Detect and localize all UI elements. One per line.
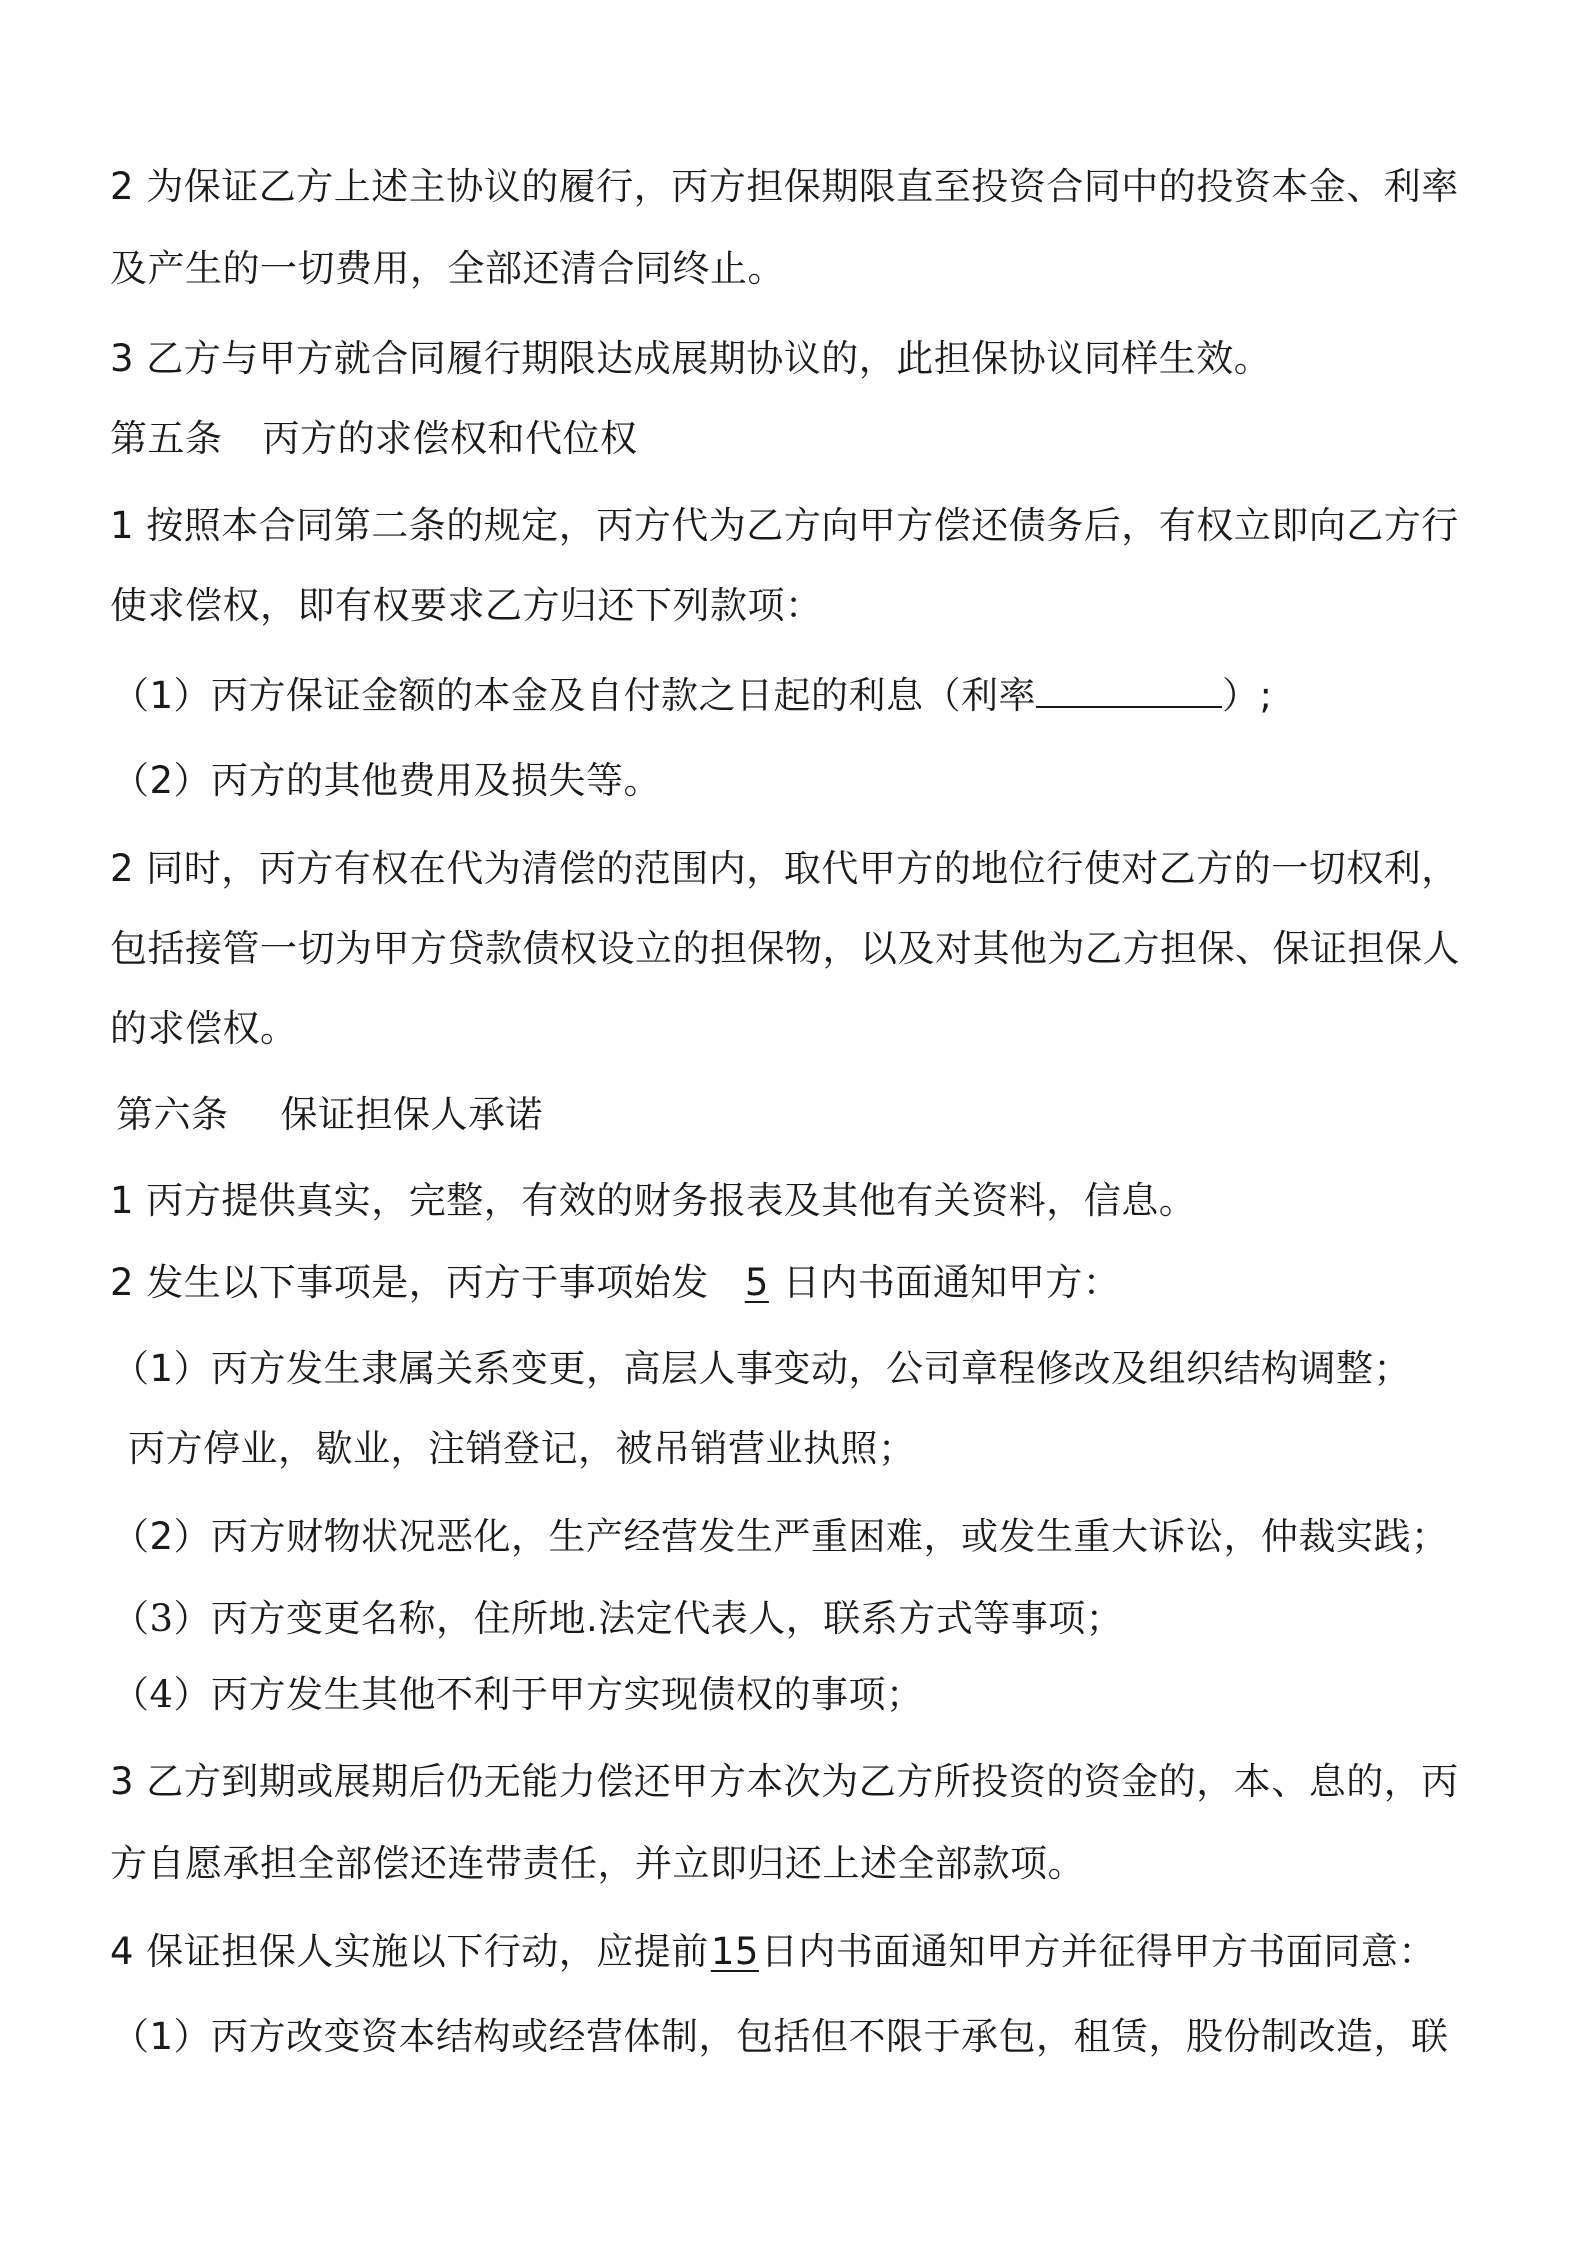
clause6-item1-line2: 丙方停业，歇业，注销登记，被吊销营业执照； <box>128 1427 916 1470</box>
clause4-para2-line2: 及产生的一切费用，全部还清合同终止。 <box>110 247 785 290</box>
clause6-para4 <box>110 1928 1436 1976</box>
clause5-item2: （2）丙方的其他费用及损失等。 <box>112 759 662 802</box>
clause6-para4-text: 4 保证担保人实施以下行动，应提前 <box>110 1930 709 1973</box>
clause4-para3: 3 乙方与甲方就合同履行期限达成展期协议的，此担保协议同样生效。 <box>110 337 1272 380</box>
clause6-item3-text: 丙方变更名称，住所地.法定代表人，联系方式等事项； <box>211 1597 1124 1640</box>
clause6-para4-item1: （1）丙方改变资本结构或经营体制，包括但不限于承包，租赁，股份制改造，联 <box>112 2015 1449 2058</box>
clause5-title: 丙方的求偿权和代位权 <box>262 417 638 460</box>
clause5-item1 <box>112 672 1273 720</box>
clause6-item1-line1: （1）丙方发生隶属关系变更，高层人事变动，公司章程修改及组织结构调整； <box>112 1347 1412 1390</box>
clause6-number: 第六条 <box>116 1093 229 1136</box>
clause6-item4-text: 丙方发生其他不利于甲方实现债权的事项； <box>211 1673 924 1716</box>
clause6-para1: 1 丙方提供真实，完整，有效的财务报表及其他有关资料，信息。 <box>110 1179 1197 1222</box>
clause5-para2-line2: 包括接管一切为甲方贷款债权设立的担保物，以及对其他为乙方担保、保证担保人 <box>110 927 1460 970</box>
clause6-item3 <box>112 1595 1123 1643</box>
clause6-item2: （2）丙方财物状况恶化，生产经营发生严重困难，或发生重大诉讼，仲裁实践； <box>112 1515 1449 1558</box>
clause5-para1-line2: 使求偿权，即有权要求乙方归还下列款项： <box>110 584 823 627</box>
clause6-title: 保证担保人承诺 <box>280 1093 543 1136</box>
clause6-heading <box>116 1091 543 1139</box>
clause5-para2-line1: 2 同时，丙方有权在代为清偿的范围内，取代甲方的地位行使对乙方的一切权利， <box>110 847 1459 890</box>
clause6-item3-num: （3） <box>112 1597 212 1640</box>
clause6-para2-text: 2 发生以下事项是，丙方于事项始发 <box>110 1261 709 1304</box>
clause6-para2-tail: 日内书面通知甲方： <box>782 1261 1121 1304</box>
notify-days-5: 5 <box>744 1261 769 1304</box>
clause6-para3-line1: 3 乙方到期或展期后仍无能力偿还甲方本次为乙方所投资的资金的，本、息的，丙 <box>110 1760 1459 1803</box>
clause5-number: 第五条 <box>110 417 223 460</box>
notify-days-15: 15 <box>710 1930 759 1973</box>
clause5-para1-line1: 1 按照本合同第二条的规定，丙方代为乙方向甲方偿还债务后，有权立即向乙方行 <box>110 504 1459 547</box>
clause5-item1-close: ）; <box>1222 674 1273 717</box>
clause5-item1-text: （1）丙方保证金额的本金及自付款之日起的利息（利率 <box>112 674 1037 717</box>
clause4-para2-line1: 2 为保证乙方上述主协议的履行，丙方担保期限直至投资合同中的投资本金、利率 <box>110 165 1459 208</box>
clause5-para2-line3: 的求偿权。 <box>110 1007 298 1050</box>
interest-rate-blank <box>1036 676 1222 708</box>
clause6-item4 <box>112 1671 924 1719</box>
clause6-para3-line2: 方自愿承担全部偿还连带责任，并立即归还上述全部款项。 <box>110 1842 1085 1885</box>
clause6-para4-tail: 日内书面通知甲方并征得甲方书面同意： <box>760 1930 1436 1973</box>
clause6-para2 <box>110 1259 1120 1307</box>
clause5-heading <box>110 415 638 463</box>
clause6-item4-num: （4） <box>112 1673 212 1716</box>
